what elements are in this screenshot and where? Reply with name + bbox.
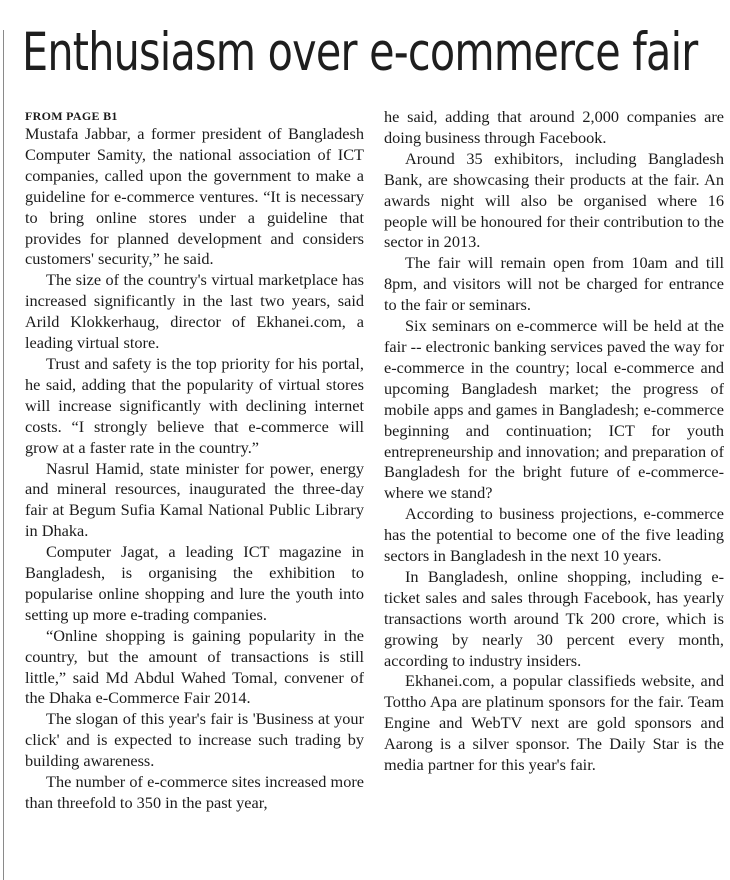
paragraph: Nasrul Hamid, state minister for power, energy and mineral resources, inaugurated the three-day fair at Begum Sufia Kamal National Public Library in Dhaka. xyxy=(25,458,364,541)
paragraph: “Online shopping is gaining popularity in the country, but the amount of transactions is still little,” said Md Abdul Wahed Tomal, convener of the Dhaka e-Commerce Fair 2014. xyxy=(25,625,364,708)
paragraph: The slogan of this year's fair is 'Business at your click' and is expected to increase such trading by building awareness. xyxy=(25,709,364,771)
paragraph: Mustafa Jabbar, a former president of Bangladesh Computer Samity, the national association of ICT companies, called upon the government to make a guideline for e-commerce ventures. “It is necessary to bring online stores under a guideline that provides for planned development and considers customers' security,” he said. xyxy=(25,124,364,269)
jump-line: FROM PAGE B1 xyxy=(25,109,118,123)
headline: Enthusiasm over e-commerce fair xyxy=(22,22,698,83)
paragraph: Computer Jagat, a leading ICT magazine in Bangladesh, is organising the exhibition to popularise online shopping and lure the youth into setting up more e-trading companies. xyxy=(25,542,364,624)
column-rule xyxy=(3,30,4,880)
paragraph: The size of the country's virtual marketplace has increased significantly in the last two years, said Arild Klokkerhaug, director of Ekhanei.com, a leading virtual store. xyxy=(25,270,364,353)
paragraph: Six seminars on e-commerce will be held at the fair -- electronic banking services paved the way for e-commerce in the country; local e-commerce and upcoming Bangladesh market; the progress of mobile apps and games in Bangladesh; e-commerce beginning and continuation; ICT for youth entrepreneurship and innovation; and preparation of Bangladesh for the bright future of e-commerce-where we stand? xyxy=(384,316,724,503)
paragraph: Around 35 exhibitors, including Bangladesh Bank, are showcasing their products at the fair. An awards night will also be organised where 16 people will be honoured for their contribution to the sector in 2013. xyxy=(384,148,724,252)
paragraph: The number of e-commerce sites increased more than threefold to 350 in the past year, xyxy=(25,772,364,812)
paragraph: In Bangladesh, online shopping, including e-ticket sales and sales through Facebook, has yearly transactions worth around Tk 200 crore, which is growing by nearly 30 percent every month, according to industry insiders. xyxy=(384,566,724,670)
paragraph: The fair will remain open from 10am and till 8pm, and visitors will not be charged for entrance to the fair or seminars. xyxy=(384,253,724,315)
left-column xyxy=(25,108,364,880)
paragraph: he said, adding that around 2,000 companies are doing business through Facebook. xyxy=(384,107,724,147)
paragraph: Ekhanei.com, a popular classifieds website, and Tottho Apa are platinum sponsors for the fair. Team Engine and WebTV next are gold sponsors and Aarong is a silver sponsor. The Daily Star is the media partner for this year's fair. xyxy=(384,671,724,775)
paragraph: According to business projections, e-commerce has the potential to become one of the five leading sectors in Bangladesh in the next 10 years. xyxy=(384,504,724,566)
right-column xyxy=(384,107,724,880)
paragraph: Trust and safety is the top priority for his portal, he said, adding that the popularity of virtual stores will increase significantly with declining internet costs. “I strongly believe that e-commerce will grow at a faster rate in the country.” xyxy=(25,353,364,457)
